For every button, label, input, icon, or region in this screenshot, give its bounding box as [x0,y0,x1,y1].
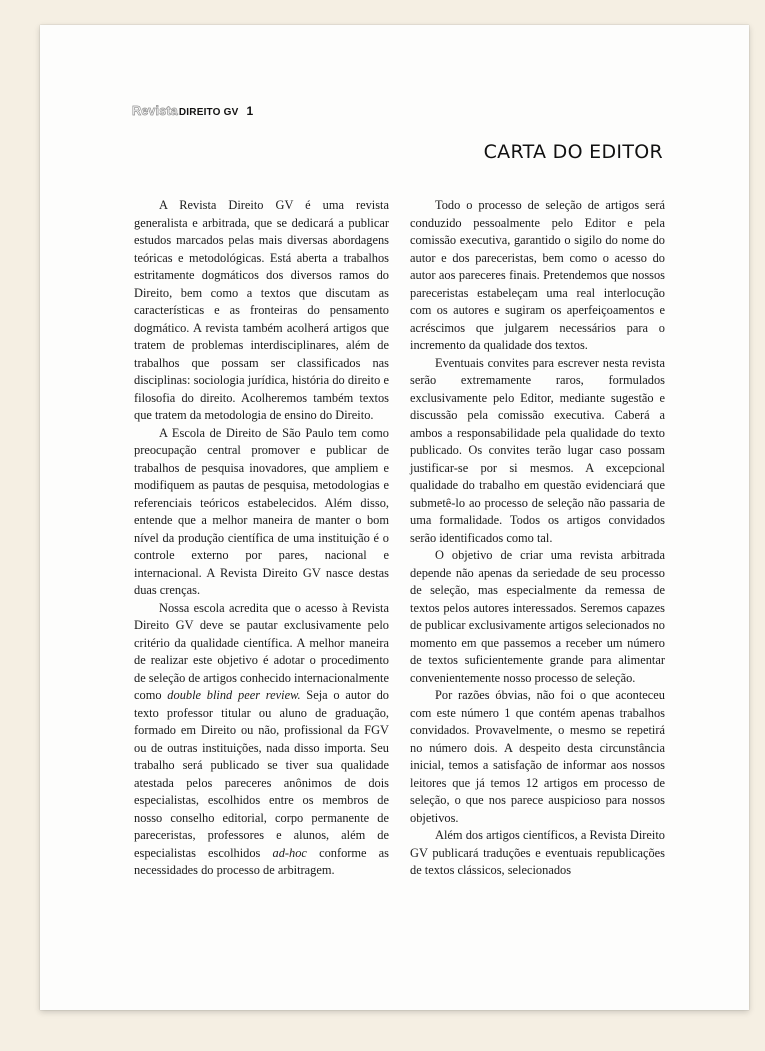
running-header [132,104,253,118]
paragraph: A Escola de Direito de São Paulo tem como preocupação central promover e publicar de trabalhos de pesquisa inovadores, que ampliem e modifiquem as pautas de pesquisa, metodologias e referenciais teóricos estabelecidos. Além disso, entende que a melhor maneira de manter o bom nível da produção científica de uma instituição é o controle externo por pares, nacional e internacional. A Revista Direito GV nasce destas duas crenças. [134,425,389,597]
paragraph [134,600,389,880]
italic-term: ad-hoc [272,845,307,860]
right-text-column [410,197,665,880]
paragraph: Por razões óbvias, não foi o que aconteceu com este número 1 que contém apenas trabalhos convidados. Provavelmente, o mesmo se repetirá no número dois. A despeito desta circunstância inicial, temos a satisfação de informar aos nossos leitores que já temos 12 artigos em processo de seleção, o que nos parece auspicioso para nossos objetivos. [410,688,665,825]
text-run: conforme as necessidades do processo de arbitragem. [134,845,389,877]
text-run: Seja o autor do texto professor titular ou aluno de graduação, formado em Direito ou não, profissional da FGV ou de outras instituições, nada disso importa. Seu trabalho será publicado se tiver sua qualidade atestada pelos pareceres anônimos de dois especialistas, escolhidos entre os membros de nosso conselho editorial, corpo permanente de pareceristas, professores e alunos, além de especialistas escolhidos [134,688,389,860]
paragraph: O objetivo de criar uma revista arbitrada depende não apenas da seriedade de seu processo de seleção, mas especialmente da remessa de textos pelos autores interessados. Seremos capazes de publicar exclusivamente artigos selecionados no momento em que passemos a receber um número de textos suficientemente grande para alimentar convenientemente nosso processo de seleção. [410,548,665,685]
journal-name-outline: Revista [132,104,178,118]
document-page [40,25,749,1010]
journal-name: DIREITO GV [178,107,239,118]
paragraph: A Revista Direito GV é uma revista generalista e arbitrada, que se dedicará a publicar estudos marcados pelas mais diversas abordagens teóricas e metodológicas. Está aberta a trabalhos estritamente dogmáticos dos diversos ramos do Direito, bem como a textos que discutam as características e as fronteiras do pensamento dogmático. A revista também acolherá artigos que tratem de problemas interdisciplinares, além de trabalhos que possam ser classificados nas disciplinas: sociologia jurídica, história do direito e filosofia do direito. Acolheremos também textos que tratem da metodologia de ensino do Direito. [134,198,389,422]
paragraph: Além dos artigos científicos, a Revista Direito GV publicará traduções e eventuais republicações de textos clássicos, selecionados [410,828,665,877]
section-title: CARTA DO EDITOR [483,141,663,163]
paragraph: Eventuais convites para escrever nesta revista serão extremamente raros, formulados exclusivamente pelo Editor, mediante sugestão e discussão pela comissão executiva. Caberá a ambos a responsabilidade pela qualidade do texto publicado. Os convites terão lugar caso possam justificar-se por si mesmos. A excepcional qualidade do trabalho em questão evidenciará que submetê-lo ao processo de seleção não passaria de uma formalidade. Todos os artigos convidados serão identificados como tal. [410,355,665,545]
text-run: Nossa escola acredita que o acesso à Revista Direito GV deve se pautar exclusivamente pelo critério da qualidade científica. A melhor maneira de realizar este objetivo é adotar o procedimento de seleção de artigos conhecido internacionalmente como [134,600,389,702]
left-text-column [134,197,389,880]
italic-term: double blind peer review. [167,688,301,702]
paragraph: Todo o processo de seleção de artigos será conduzido pessoalmente pelo Editor e pela comissão executiva, garantido o sigilo do nome do autor e dos pareceristas, bem como o acesso do autor aos pareceres finais. Pretendemos que nossos pareceristas estabeleçam uma real interlocução com os autores e sugiram os aperfeiçoamentos e acréscimos que julgarem necessários para o incremento da qualidade dos textos. [410,198,665,352]
issue-number: 1 [246,104,254,118]
